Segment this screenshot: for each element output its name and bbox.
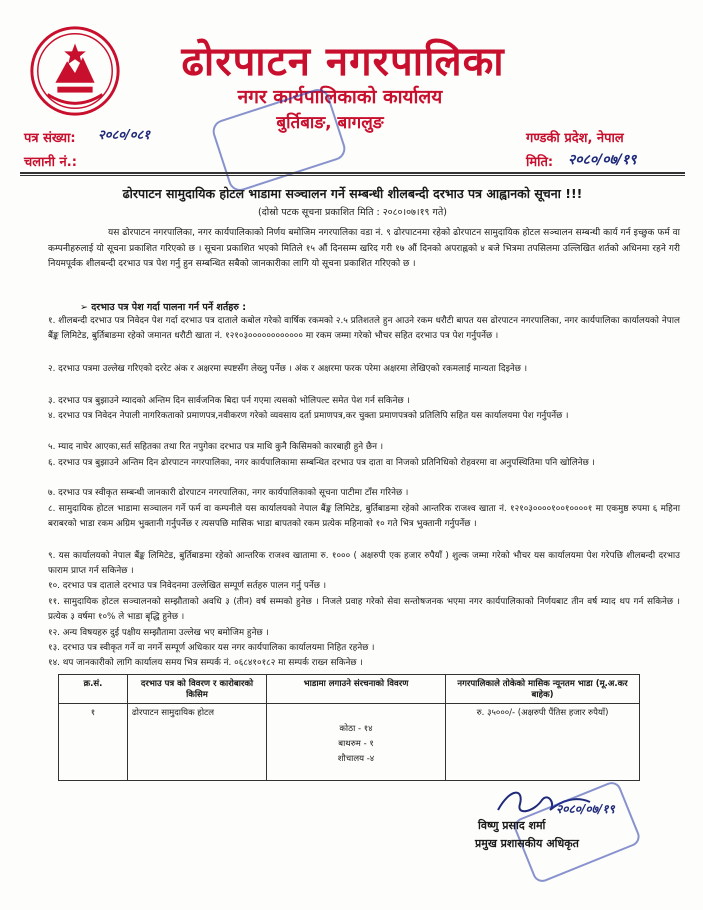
- chalani-label: चलानी नं.:: [24, 155, 77, 170]
- office-subtitle: नगर कार्यपालिकाको कार्यालय: [237, 86, 443, 108]
- col-rent-header: नगरपालिकाले तोकेको मासिक न्यूनतम भाडा (मू.अ.कर बाहेक): [446, 675, 640, 704]
- intro-paragraph: यस ढोरपाटन नगरपालिका, नगर कार्यपालिकाको निर्णय बमोजिम नगरपालिका वडा नं. ९ ढोरपाटनमा रहेको ढोरपाटन सामुदायिक होटल सञ्चालन सम्बन्धी कार्य गर्न इच्छुक फर्म वा कम्पनीहरुलाई यो सूचना प्रकाशित गरिएको छ । सूचना प्रकाशित भएको मितिले १५ औं दिनसम्म खरिद गरी १७ औं दिनको अपराह्नको ४ बजे भित्रमा तपसिलमा उल्लिखित शर्तको अधिनमा रहने गरी नियमपूर्वक शीलबन्दी दरभाउ पत्र पेश गर्नु हुन सम्बन्धित सबैको जानकारीका लागि यो सूचना प्रकाशित गरिएको छ ।: [48, 228, 680, 269]
- condition-item: ७. दरभाउ पत्र स्वीकृत सम्बन्धी जानकारी ढोरपाटन नगरपालिका, नगर कार्यपालिकाको सूचना पाटीमा टाँस गरिनेछ ।: [48, 488, 409, 498]
- condition-item: ६. दरभाउ पत्र बुझाउने अन्तिम दिन ढोरपाटन नगरपालिका, नगर कार्यपालिकामा सम्बन्धित दरभाउ पत्र दाता वा निजको प्रतिनिधिको रोहवरमा वा अनुपस्थितिमा पनि खोलिनेछ ।: [48, 458, 595, 468]
- notice-title: ढोरपाटन सामुदायिक होटल भाडामा सञ्चालन गर्ने सम्बन्धी शीलबन्दी दरभाउ पत्र आह्वानको सूचना !!!: [122, 186, 583, 201]
- structure-item: बाथरुम - १: [338, 739, 374, 749]
- condition-item: ११. सामुदायिक होटल सञ्चालनको सम्झौताको अवधि ३ (तीन) वर्ष सम्मको हुनेछ । निजले प्रवाह गरेको सेवा सन्तोषजनक भएमा नगर कार्यपालिकाको निर्णयबाट तीन वर्ष म्याद थप गर्न सकिनेछ । प्रत्येक ३ वर्षमा १०% ले भाडा बृद्धि हुनेछ ।: [48, 597, 680, 623]
- structure-item: शौचालय -४: [337, 754, 375, 764]
- cell-desc: ढोरपाटन सामुदायिक होटल: [128, 704, 267, 781]
- condition-item: १४. थप जानकारीको लागि कार्यालय समय भित्र सम्पर्क नं. ०६८४१०१८२ मा सम्पर्क राख्न सकिनेछ ।: [48, 658, 363, 668]
- structure-item: कोठा - १४: [339, 724, 373, 734]
- date-label: मिति:: [526, 155, 554, 170]
- date-value: २०८०/०७/१९: [568, 152, 637, 168]
- condition-item: ५. म्याद नाघेर आएका,सर्त सहितका तथा रित नपुगेका दरभाउ पत्र माथि कुनै किसिमको कारबाही हुने छैन ।: [48, 442, 384, 452]
- office-title: ढोरपाटन नगरपालिका: [181, 39, 505, 85]
- condition-item: १२. अन्य विषयहरु दुई पक्षीय सम्झौतामा उल्लेख भए बमोजिम हुनेछ ।: [48, 628, 269, 638]
- condition-item: ४. दरभाउ पत्र निवेदन नेपाली नागरिकताको प्रमाणपत्र,नवीकरण गरेको व्यवसाय दर्ता प्रमाणपत्र,कर चुक्ता प्रमाणपत्रको प्रतिलिपि सहित यस कार्यालयमा पेश गर्नुपर्नेछ ।: [48, 411, 569, 421]
- header-divider-thin: [20, 175, 685, 176]
- header-divider: [20, 172, 685, 174]
- signatory-name: विष्णु प्रसाद शर्मा: [478, 819, 546, 832]
- cell-sn: १: [59, 704, 128, 781]
- notice-subtitle: (दोस्रो पटक सूचना प्रकाशित मिति : २०८०।०७।१९ गते): [258, 207, 447, 218]
- nepal-emblem-icon: [26, 22, 124, 120]
- patra-label: पत्र संख्या:: [24, 131, 76, 146]
- col-structure-header: भाडामा लगाउने संरचनाको विवरण: [267, 675, 446, 704]
- table-row: [59, 704, 640, 781]
- conditions-heading: ➢ दरभाउ पत्र पेश गर्दा पालना गर्न पर्ने शर्तहरु :: [80, 302, 247, 313]
- col-sn-header: क्र.सं.: [59, 675, 128, 704]
- cell-structure: [267, 704, 446, 781]
- condition-item: ९. यस कार्यालयको नेपाल बैंङ्क लिमिटेड, बुर्तिबाङमा रहेको आन्तरिक राजश्व खातामा रु. १००० ( अक्षरुपी एक हजार रुपैयाँ ) शुल्क जम्मा गरेको भौचर यस कार्यालयमा पेश गरेपछि शीलबन्दी दरभाउ फाराम प्राप्त गर्न सकिनेछ ।: [48, 551, 680, 577]
- table-header-row: [59, 675, 640, 704]
- signatory-title: प्रमुख प्रशासकीय अधिकृत: [475, 837, 579, 850]
- condition-item: १०. दरभाउ पत्र दाताले दरभाउ पत्र निवेदनमा उल्लेखित सम्पूर्ण सर्तहरु पालन गर्नु पर्नेछ ।: [48, 581, 327, 591]
- cell-rent: रु. ३५०००/- (अक्षरुपी पैंतिस हजार रुपैयाँ): [446, 704, 640, 781]
- province-label: गण्डकी प्रदेश, नेपाल: [526, 131, 624, 146]
- patra-value: २०८०/०८१: [98, 128, 151, 143]
- condition-item: ८. सामुदायिक होटल भाडामा सञ्चालन गर्ने फर्म वा कम्पनीले यस कार्यालयको नेपाल बैंङ्क लिमिटेड, बुर्तिबाङमा रहेको आन्तरिक राजश्व खाता नं. १२१०३००००१००१००००१ मा एकमुष्ठ रुपमा ६ महिना बराबरको भाडा रकम अग्रिम भुक्तानी गर्नुपर्नेछ र त्यसपछि मासिक भाडा बापतको रकम प्रत्येक महिनाको १० गते भित्र भुक्तानी गर्नुपर्नेछ ।: [48, 504, 680, 530]
- office-place: बुर्तिबाङ, बागलुङ: [276, 113, 384, 133]
- condition-item: ३. दरभाउ पत्र बुझाउने म्यादको अन्तिम दिन सार्वजनिक बिदा पर्न गएमा त्यसको भोलिपल्ट समेत पेश गर्न सकिनेछ ।: [48, 396, 410, 406]
- condition-item: २. दरभाउ पत्रमा उल्लेख गरिएको दररेट अंक र अक्षरमा स्पष्टसँग लेख्नु पर्नेछ । अंक र अक्षरमा फरक परेमा अक्षरमा लेखिएको रकमलाई मान्यता दिइनेछ ।: [48, 364, 528, 374]
- condition-item: १. शीलबन्दी दरभाउ पत्र निवेदन पेश गर्दा दरभाउ पत्र दाताले कबोल गरेको वार्षिक रकमको २.५ प्रतिशतले हुन आउने रकम धरौटी बापत यस ढोरपाटन नगरपालिका, नगर कार्यपालिका कार्यालयको नेपाल बैंङ्क लिमिटेड, बुर्तिबाङमा रहेको जमानत धरौटी खाता नं. १२१०३०००००००००००० मा रकम जम्मा गरेको भौचर सहित दरभाउ पत्र पेश गर्नुपर्नेछ ।: [48, 316, 680, 342]
- signature-date: २०८०/०७/१९: [556, 802, 615, 816]
- rent-table: [58, 674, 640, 781]
- col-desc-header: दरभाउ पत्र को विवरण र कारोबारको किसिम: [128, 675, 267, 704]
- condition-item: १३. दरभाउ पत्र स्वीकृत गर्ने वा नगर्ने सम्पूर्ण अधिकार यस नगर कार्यपालिका कार्यालयमा निहित रहनेछ ।: [48, 643, 375, 653]
